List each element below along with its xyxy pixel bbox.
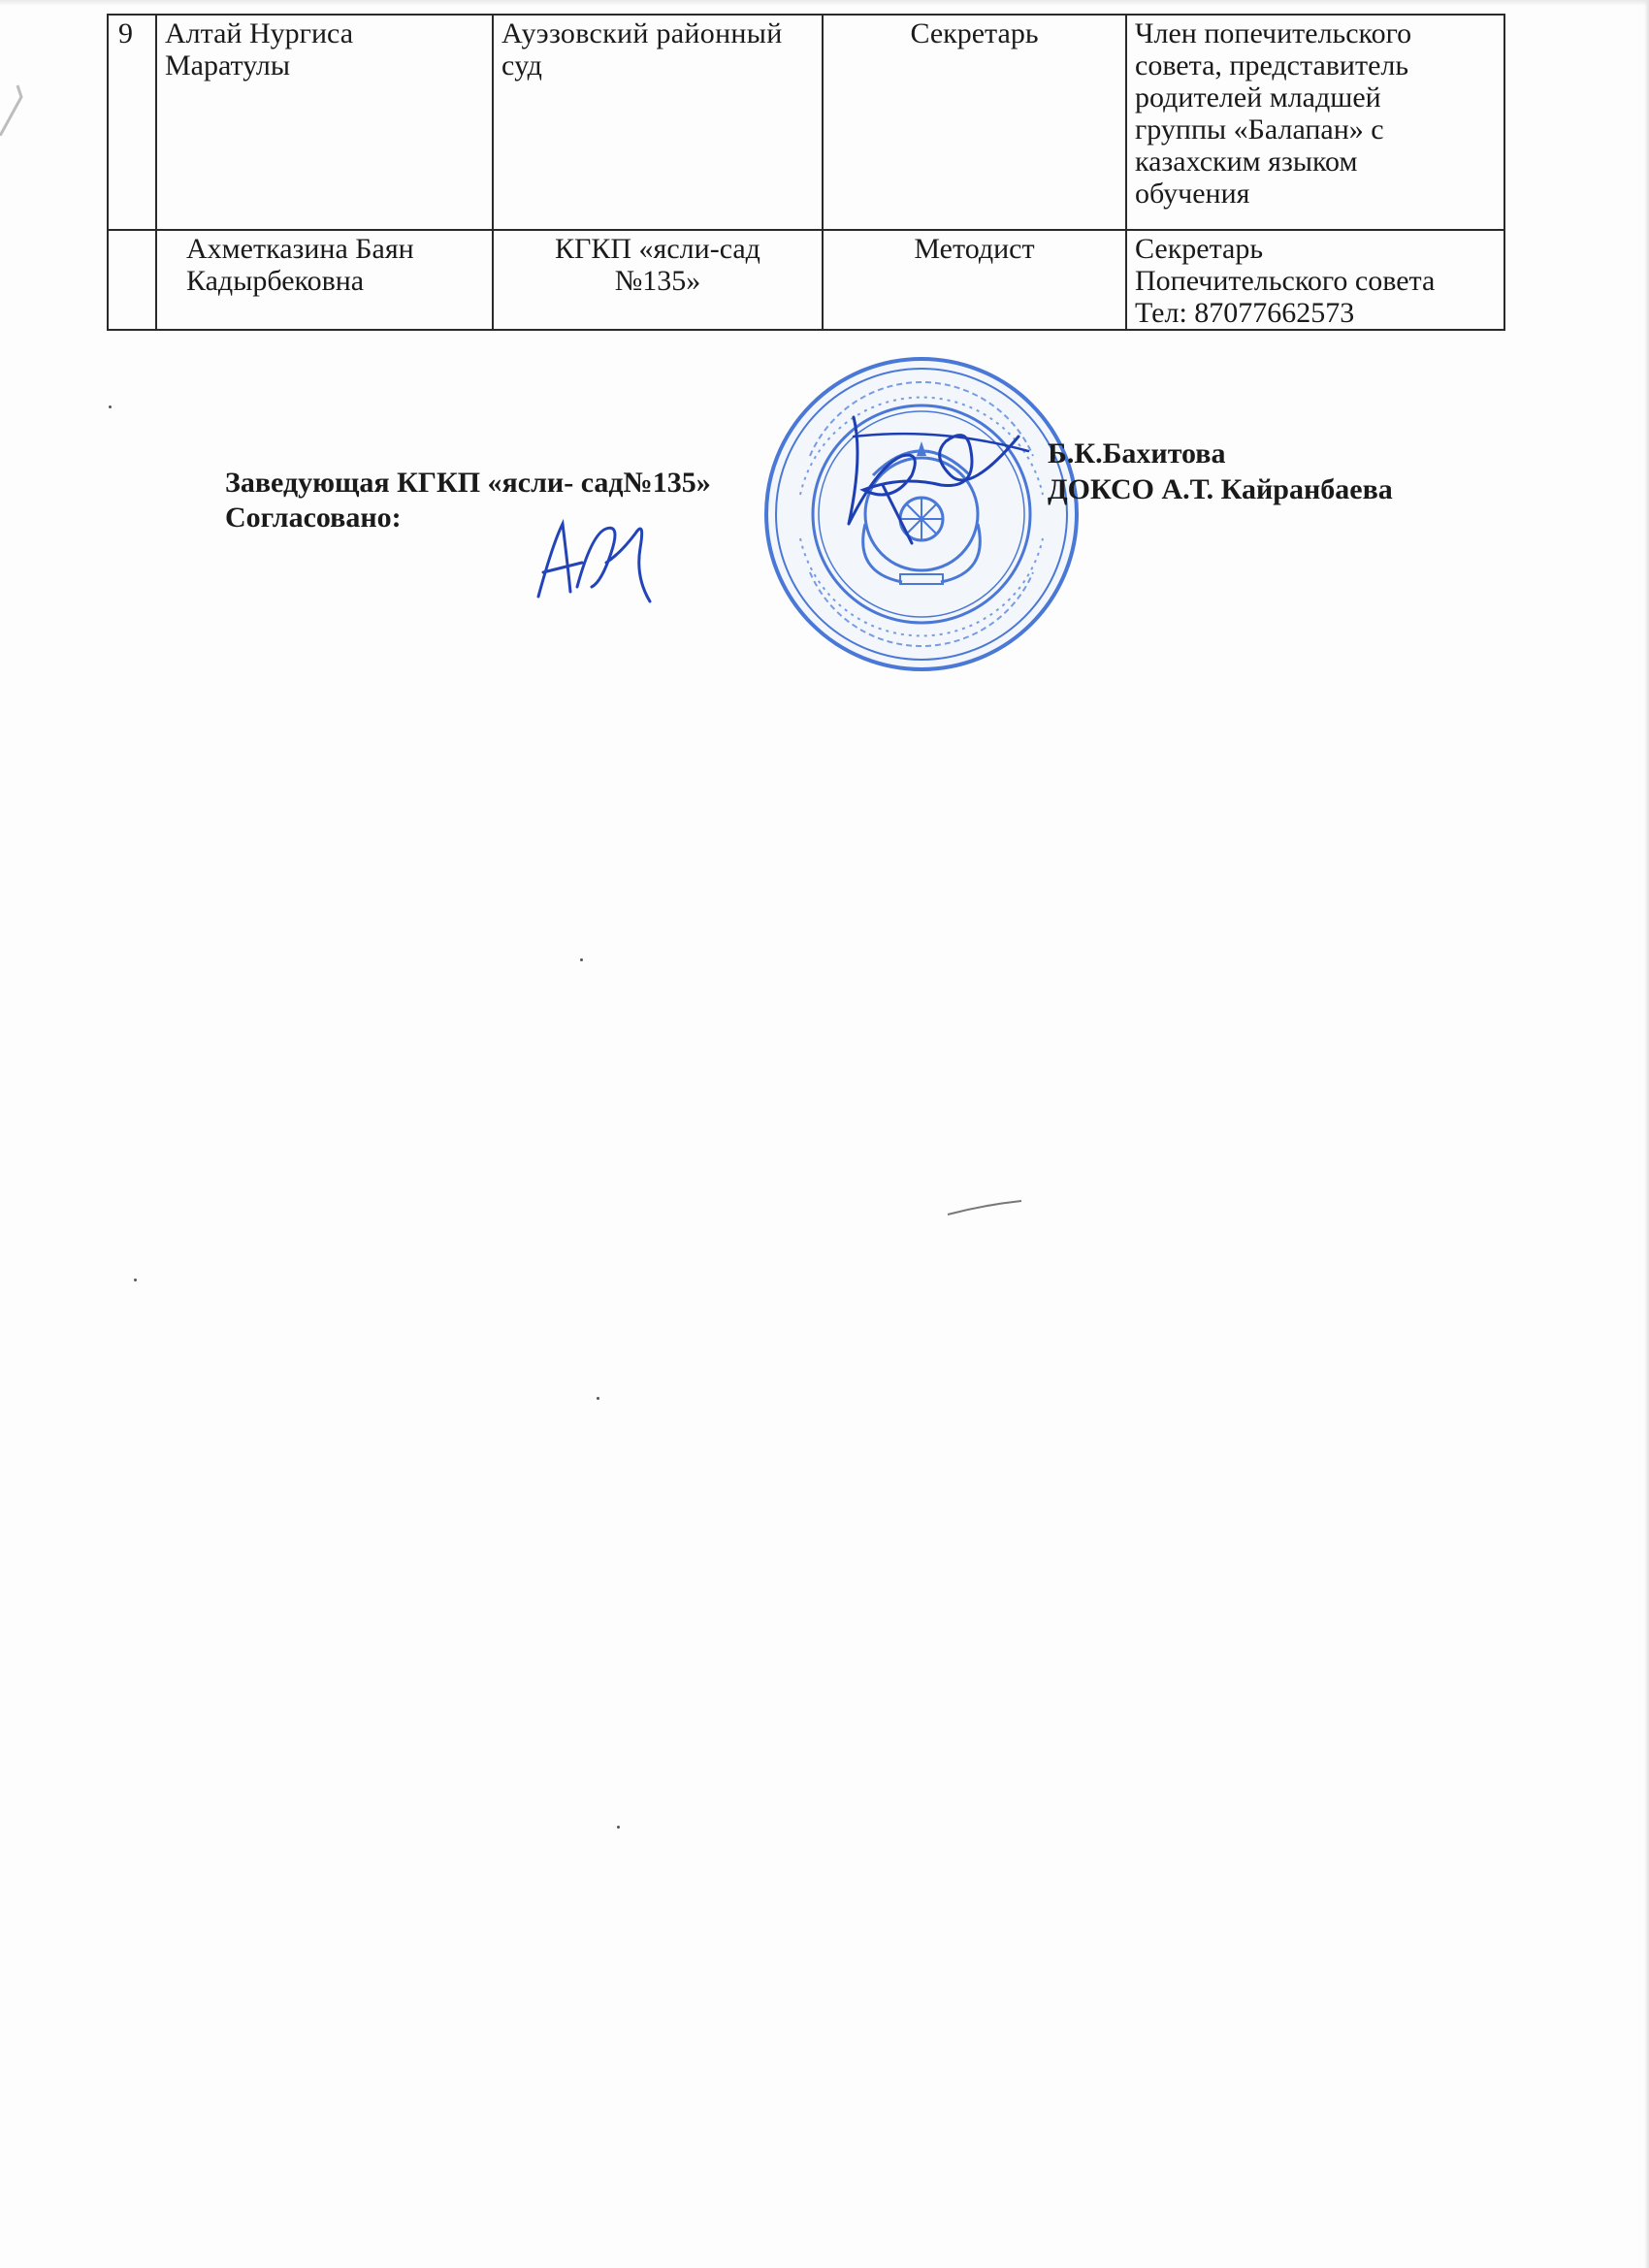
- council-members-table: [107, 14, 1505, 331]
- head-signature-icon: [824, 398, 1038, 553]
- table-row: [108, 15, 1504, 230]
- organization-cell: [493, 230, 823, 330]
- organization-line: Ауэзовский районный: [501, 17, 783, 49]
- name-cell: [156, 15, 493, 230]
- name-line: Ахметказина Баян: [186, 233, 414, 265]
- row-number: 9: [118, 17, 133, 49]
- head-name: Б.К.Бахитова: [1048, 437, 1226, 470]
- scan-speck: [134, 1279, 137, 1281]
- signature-names-right: [1048, 436, 1393, 507]
- position-text: Секретарь: [910, 17, 1039, 49]
- organization-line: №135»: [614, 265, 701, 297]
- role-line: родителей младшей: [1135, 81, 1381, 113]
- name-cell: [156, 230, 493, 330]
- signature-labels-left: [225, 466, 711, 535]
- organization-line: суд: [501, 49, 543, 81]
- role-line: казахским языком: [1135, 146, 1358, 178]
- role-line: группы «Балапан» с: [1135, 113, 1384, 146]
- row-number-cell: [108, 15, 156, 230]
- agreed-title: Согласовано:: [225, 502, 402, 534]
- name-line: Маратулы: [165, 49, 291, 81]
- agreed-name: ДОКСО А.Т. Кайранбаева: [1048, 473, 1393, 505]
- scan-corner-mark: [0, 78, 39, 136]
- organization-cell: [493, 15, 823, 230]
- position-cell: [823, 230, 1126, 330]
- role-line: Тел: 87077662573: [1135, 297, 1355, 329]
- table-row: [108, 230, 1504, 330]
- position-cell: [823, 15, 1126, 230]
- scan-edge-right: [1644, 0, 1649, 2268]
- stray-pen-mark: [946, 1199, 1023, 1218]
- name-line: Алтай Нургиса: [165, 17, 354, 49]
- role-line: обучения: [1135, 178, 1250, 210]
- role-cell: [1126, 230, 1504, 330]
- role-line: совета, представитель: [1135, 49, 1409, 81]
- name-line: Кадырбековна: [186, 265, 365, 297]
- scan-edge-top: [0, 0, 1649, 6]
- scan-speck: [109, 405, 112, 408]
- scan-speck: [580, 958, 583, 961]
- scan-speck: [617, 1826, 620, 1829]
- organization-line: КГКП «ясли-сад: [555, 233, 760, 265]
- role-line: Член попечительского: [1135, 17, 1412, 49]
- head-title: Заведующая КГКП «ясли- сад№135»: [225, 467, 711, 499]
- role-cell: [1126, 15, 1504, 230]
- position-text: Методист: [914, 233, 1035, 265]
- row-number-cell: [108, 230, 156, 330]
- role-line: Попечительского совета: [1135, 265, 1436, 297]
- scan-speck: [597, 1397, 599, 1400]
- role-line: Секретарь: [1135, 233, 1264, 265]
